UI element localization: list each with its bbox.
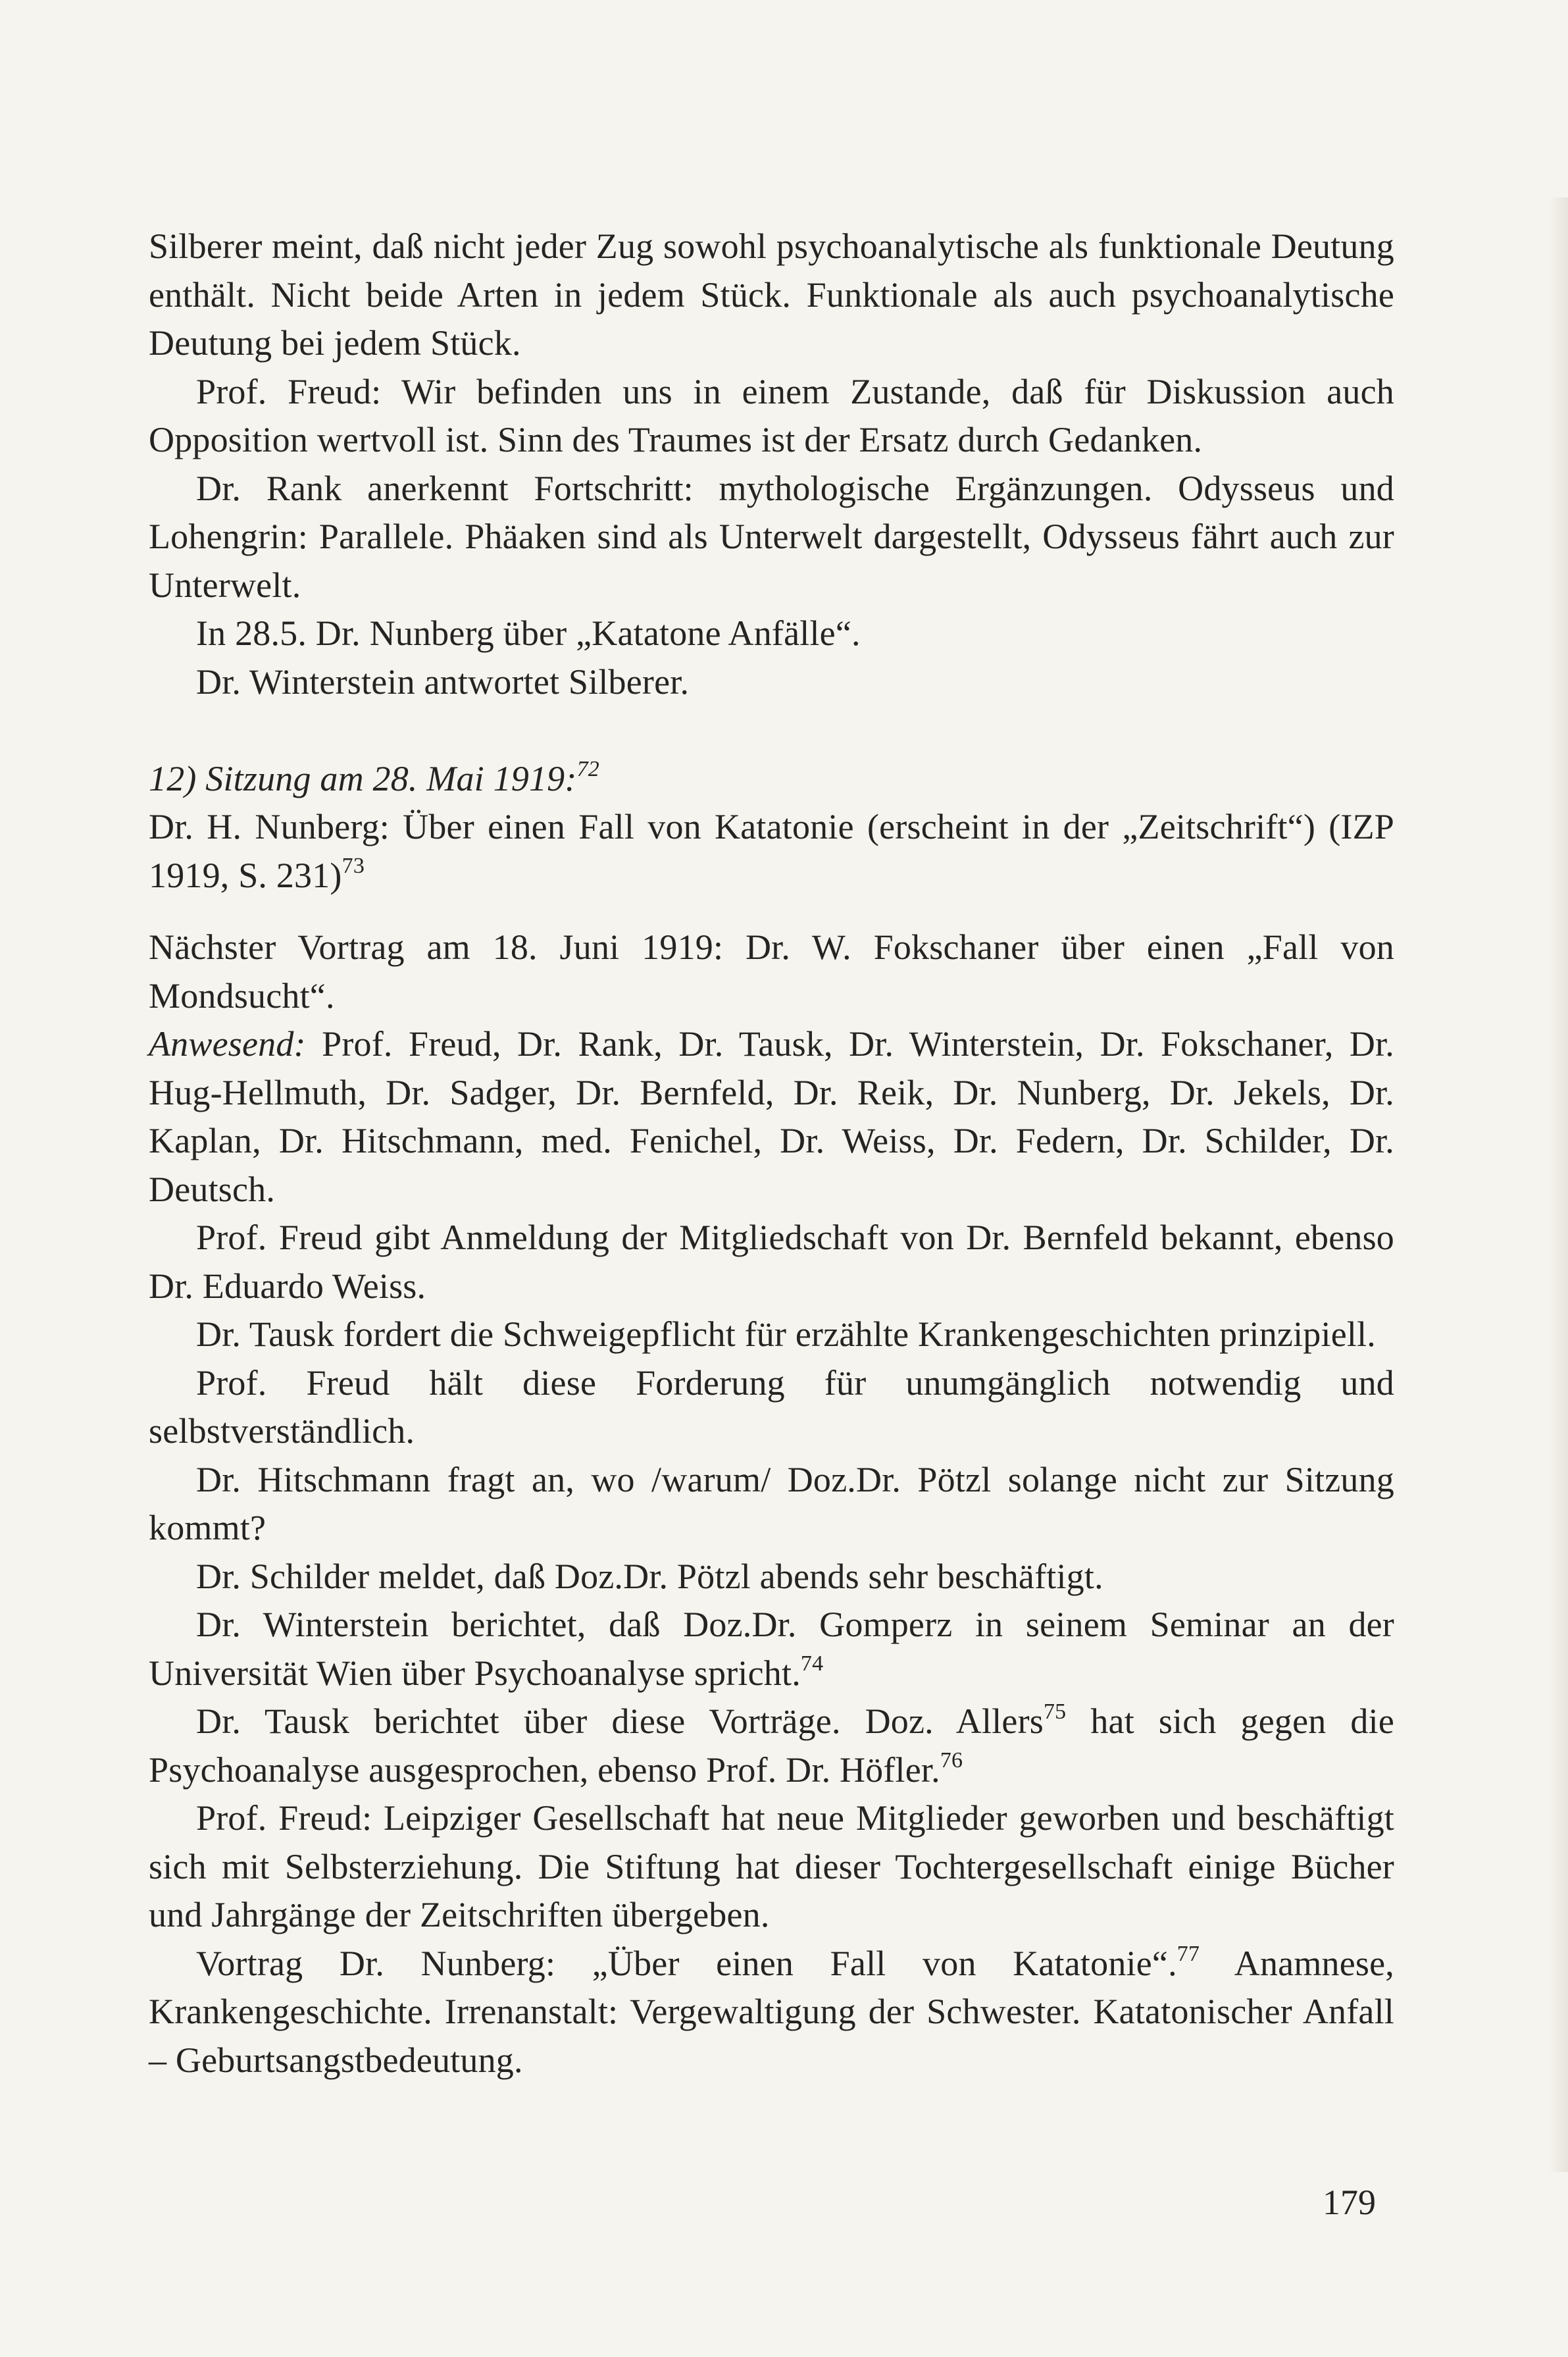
paragraph: Dr. Hitschmann fragt an, wo /warum/ Doz.Dr. Pötzl solange nicht zur Sitzung kommt? <box>149 1459 1394 1547</box>
footnote-ref: 73 <box>341 853 365 878</box>
paragraph: Dr. Tausk fordert die Schweigepflicht für erzählte Krankengeschichten prinzipiell. <box>196 1314 1376 1354</box>
next-lecture: Nächster Vortrag am 18. Juni 1919: Dr. W. Fokschaner über einen „Fall von Mondsucht“. <box>149 927 1394 1016</box>
paragraph: Prof. Freud gibt Anmeldung der Mitgliedschaft von Dr. Bernfeld bekannt, ebenso Dr. Eduardo Weiss. <box>149 1218 1394 1306</box>
paragraph <box>149 1601 1394 1697</box>
paragraph: Dr. Winterstein antwortet Silberer. <box>196 661 690 702</box>
footnote-ref: 76 <box>940 1748 963 1773</box>
footnote-ref: 74 <box>800 1651 824 1676</box>
lecture-line <box>149 803 1394 900</box>
paragraph-text: hat sich gegen die Psychoanalyse ausgesprochen, ebenso Prof. Dr. Höfler. <box>149 1701 1394 1790</box>
attendance-label: Anwesend: <box>149 1024 306 1064</box>
page-edge-shade <box>1548 197 1568 2172</box>
paragraph: Silberer meint, daß nicht jeder Zug sowohl psychoanalytische als funktionale Deutung enthält. Nicht beide Arten in jedem Stück. Funktionale als auch psychoanalytische Deutung bei jedem Stück. <box>149 226 1394 363</box>
paragraph: Prof. Freud: Wir befinden uns in einem Zustande, daß für Diskussion auch Opposition wertvoll ist. Sinn des Traumes ist der Ersatz durch Gedanken. <box>149 371 1394 459</box>
footnote-ref: 75 <box>1043 1699 1067 1724</box>
paragraph-text: Vortrag Dr. Nunberg: „Über einen Fall von Katatonie“. <box>196 1943 1177 1983</box>
footnote-ref: 77 <box>1176 1941 1200 1966</box>
lecture-text: Dr. H. Nunberg: Über einen Fall von Katatonie (erscheint in der „Zeitschrift“) (IZP 1919, S. 231) <box>149 807 1394 895</box>
session-heading <box>149 755 1394 804</box>
page-number: 179 <box>1323 2183 1376 2222</box>
paragraph: Dr. Schilder meldet, daß Doz.Dr. Pötzl abends sehr beschäftigt. <box>196 1556 1103 1596</box>
attendance-list: Prof. Freud, Dr. Rank, Dr. Tausk, Dr. Winterstein, Dr. Fokschaner, Dr. Hug-Hellmuth, Dr. Sadger, Dr. Bernfeld, Dr. Reik, Dr. Nunberg, Dr. Jekels, Dr. Kaplan, Dr. Hitschmann, med. Fenichel, Dr. Weiss, Dr. Federn, Dr. Schilder, Dr. Deutsch. <box>149 1024 1394 1209</box>
paragraph: Dr. Rank anerkennt Fortschritt: mythologische Ergänzungen. Odysseus und Lohengrin: Parallele. Phäaken sind als Unterwelt dargestellt, Odysseus fährt auch zur Unterwelt. <box>149 468 1394 605</box>
paragraph-text: Dr. Tausk berichtet über diese Vorträge. Doz. Allers <box>196 1701 1044 1741</box>
attendance <box>149 1020 1394 1214</box>
paragraph: Prof. Freud: Leipziger Gesellschaft hat neue Mitglieder geworben und beschäftigt sich mit Selbsterziehung. Die Stiftung hat dieser Tochtergesellschaft einige Bücher und Jahrgänge der Zeitschriften übergeben. <box>149 1798 1394 1934</box>
paragraph: In 28.5. Dr. Nunberg über „Katatone Anfälle“. <box>196 613 861 653</box>
session-heading-text: 12) Sitzung am 28. Mai 1919: <box>149 758 577 798</box>
footnote-ref: 72 <box>576 756 599 781</box>
page-body <box>149 222 1394 2085</box>
paragraph <box>149 1697 1394 1794</box>
paragraph: Prof. Freud hält diese Forderung für unumgänglich notwendig und selbstverständlich. <box>149 1362 1394 1451</box>
paragraph <box>149 1940 1394 2085</box>
paragraph-text: Anamnese, Krankengeschichte. Irrenanstalt: Vergewaltigung der Schwester. Katatonischer Anfall – Geburtsangstbedeutung. <box>149 1943 1394 2080</box>
paragraph-text: Dr. Winterstein berichtet, daß Doz.Dr. Gomperz in seinem Seminar an der Universität Wien über Psychoanalyse spricht. <box>149 1605 1394 1693</box>
